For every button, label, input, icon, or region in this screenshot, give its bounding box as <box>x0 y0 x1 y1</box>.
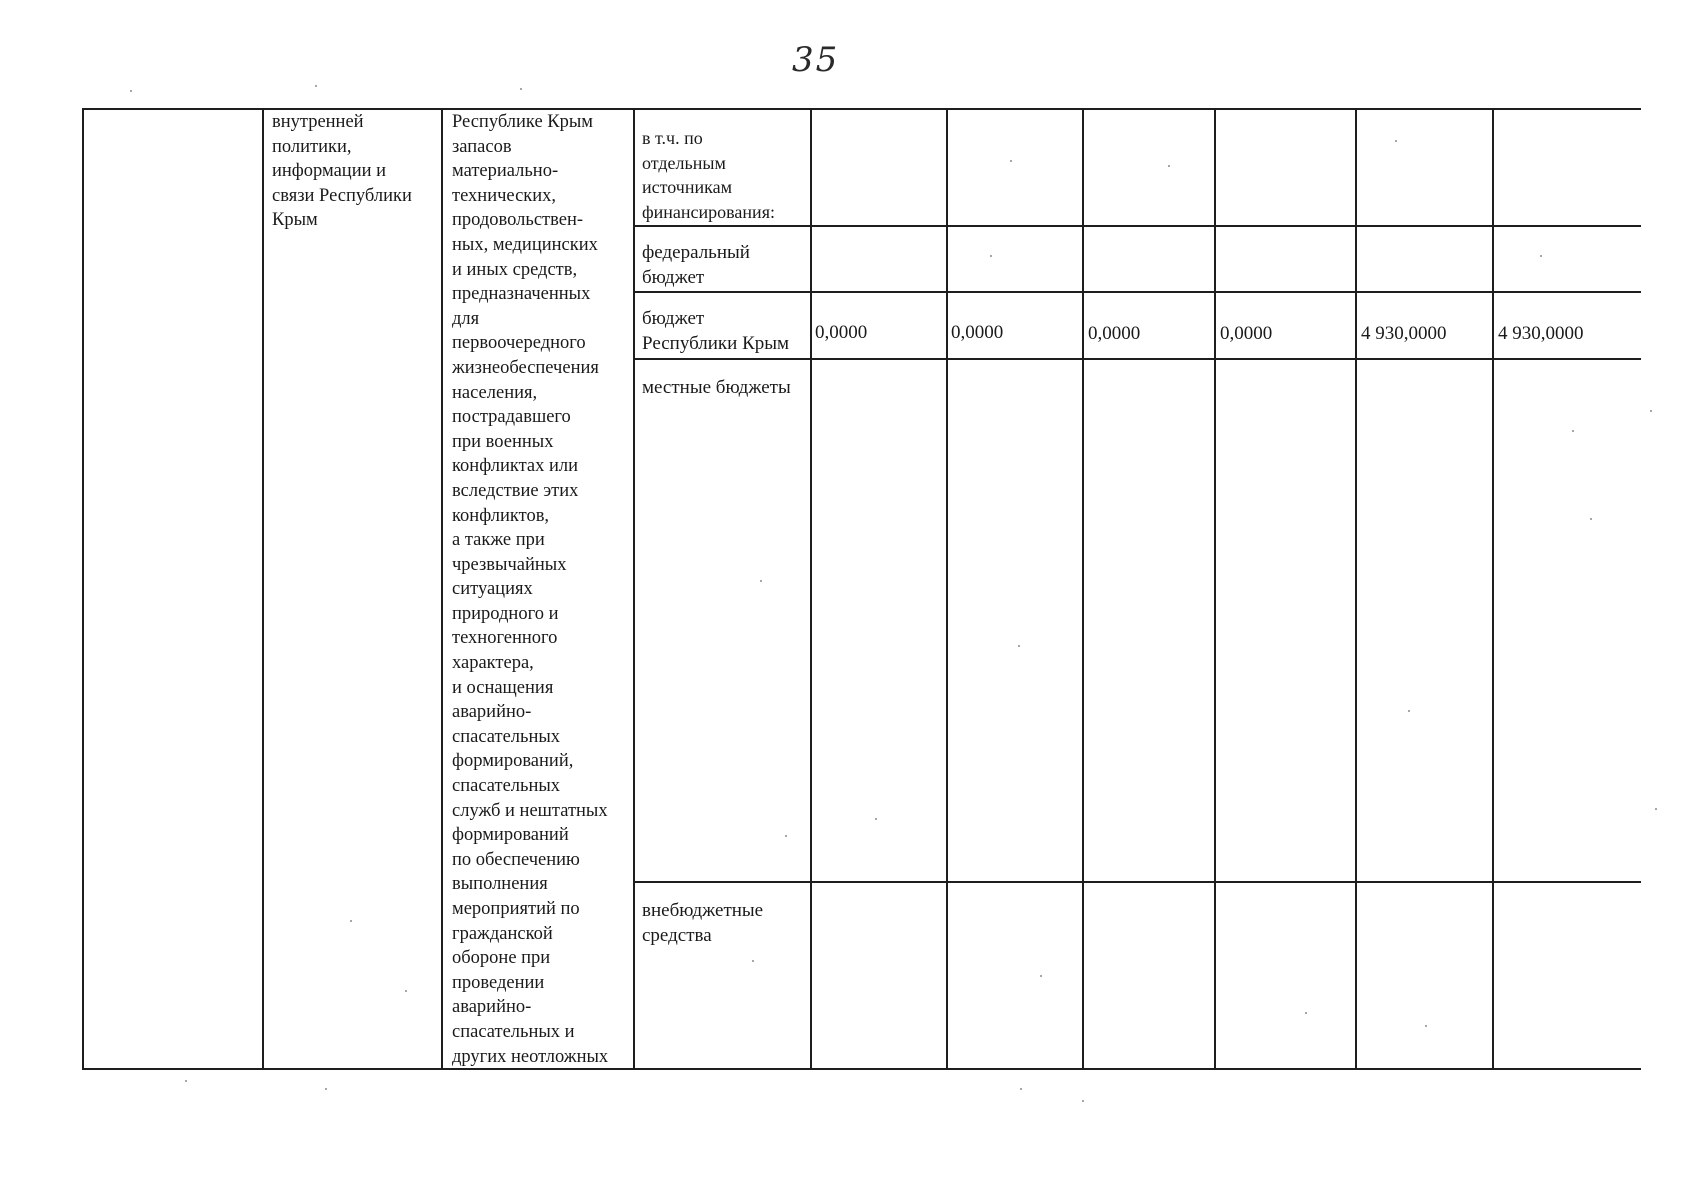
column-border-3 <box>633 108 635 1069</box>
table-cell-value: 0,0000 <box>1088 323 1141 344</box>
table-cell-value: 4 930,0000 <box>1498 323 1584 344</box>
row-divider-2 <box>633 291 1641 293</box>
column-border-2 <box>441 108 443 1069</box>
funding-source-label: федеральный бюджет <box>642 242 750 288</box>
column-border-5 <box>946 108 948 1069</box>
column-border-8 <box>1355 108 1357 1069</box>
table-bottom-border <box>82 1068 1641 1070</box>
column-border-1 <box>262 108 264 1069</box>
page-number: 35 <box>792 40 840 80</box>
funding-source-label: в т.ч. по отдельным источникам финансирования: <box>642 128 775 222</box>
table-cell-value: 0,0000 <box>815 322 868 343</box>
column-border-6 <box>1082 108 1084 1069</box>
column-border-4 <box>810 108 812 1069</box>
table-cell-value: 4 930,0000 <box>1361 323 1447 344</box>
column-border-0 <box>82 108 84 1069</box>
funding-source-label: бюджет Республики Крым <box>642 308 790 354</box>
table-cell-value: 0,0000 <box>951 322 1004 343</box>
row-divider-3 <box>633 358 1641 360</box>
funding-source-label: внебюджетные средства <box>642 900 764 946</box>
responsible-executor-text: внутренней политики, информации и связи Республики Крым <box>272 112 412 231</box>
row-divider-4 <box>633 881 1641 883</box>
column-border-9 <box>1492 108 1494 1069</box>
funding-source-label: местные бюджеты <box>642 377 791 398</box>
activity-description-text: Республике Крым запасов материально- технических, продовольствен- ных, медицинских и иных средств, предназначенных для первоочередного жизнеобеспечения населения, пострадавшего при военных конфликтах или вследствие этих конфликтов, а также при чрезвычайных ситуациях природного и техногенного характера, и оснащения аварийно- спасательных формирований, спасательных служб и нештатных формирований по обеспечению выполнения мероприятий по гражданской обороне при проведении аварийно- спасательных и других неотложных <box>452 112 609 1067</box>
table-cell-value: 0,0000 <box>1220 323 1273 344</box>
column-border-7 <box>1214 108 1216 1069</box>
row-divider-1 <box>633 225 1641 227</box>
